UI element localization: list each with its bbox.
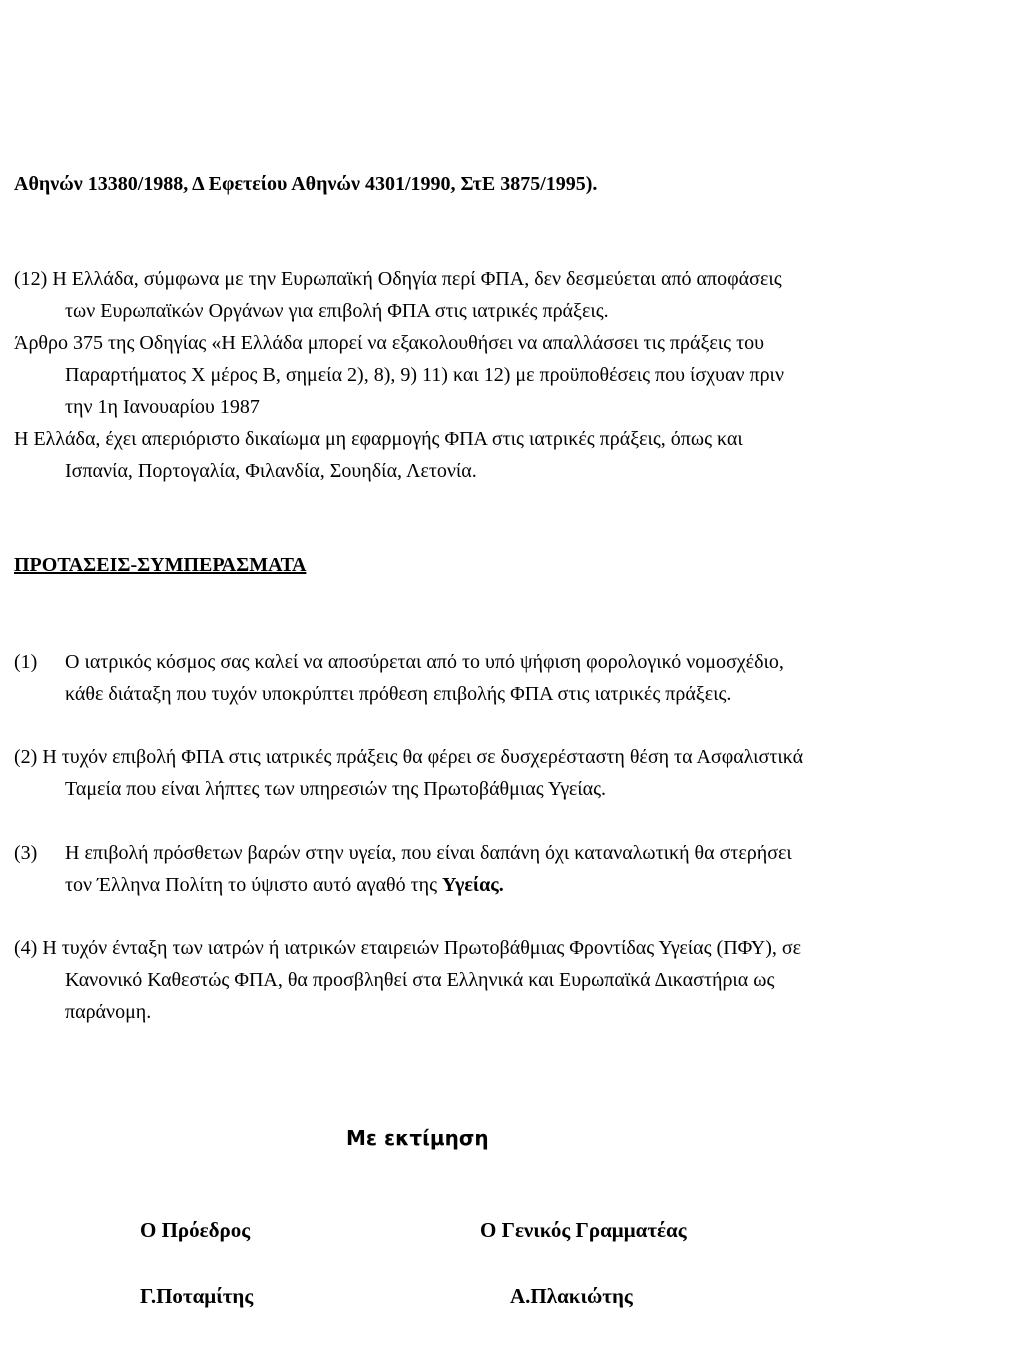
president-name: Γ.Ποταμίτης [140, 1284, 254, 1308]
section-12-line-2: των Ευρωπαϊκών Οργάνων για επιβολή ΦΠΑ στις ιατρικές πράξεις. [65, 300, 609, 322]
greece-right-line-1: Η Ελλάδα, έχει απεριόριστο δικαίωμα μη εφαρμογής ΦΠΑ στις ιατρικές πράξεις, όπως και [14, 428, 743, 450]
proposal-3-line-1: Η επιβολή πρόσθετων βαρών στην υγεία, που είναι δαπάνη όχι καταναλωτική θα στερήσει [65, 842, 792, 864]
secretary-title: Ο Γενικός Γραμματέας [480, 1218, 687, 1242]
closing-regards: Με εκτίμηση [346, 1126, 489, 1150]
section-12-line-1: (12) Η Ελλάδα, σύμφωνα με την Ευρωπαϊκή Οδηγία περί ΦΠΑ, δεν δεσμεύεται από αποφάσεις [14, 268, 782, 290]
proposal-1-number: (1) [14, 651, 38, 673]
greece-right-line-2: Ισπανία, Πορτογαλία, Φιλανδία, Σουηδία, Λετονία. [65, 460, 477, 482]
proposal-3-number: (3) [14, 842, 38, 864]
section-heading: ΠΡΟΤΑΣΕΙΣ-ΣΥΜΠΕΡΑΣΜΑΤΑ [14, 554, 307, 576]
proposal-1-line-1: Ο ιατρικός κόσμος σας καλεί να αποσύρεται από το υπό ψήφιση φορολογικό νομοσχέδιο, [65, 651, 784, 673]
proposal-4-line-1: (4) Η τυχόν ένταξη των ιατρών ή ιατρικών εταιρειών Πρωτοβάθμιας Φροντίδας Υγείας (ΠΦΥ), σε [14, 937, 802, 959]
article-375-line-3: την 1η Ιανουαρίου 1987 [65, 396, 260, 418]
proposal-3-health-emphasis: Υγείας. [442, 874, 504, 896]
proposal-4-line-2: Κανονικό Καθεστώς ΦΠΑ, θα προσβληθεί στα Ελληνικά και Ευρωπαϊκά Δικαστήρια ως [65, 969, 775, 991]
proposal-1-line-2: κάθε διάταξη που τυχόν υποκρύπτει πρόθεση επιβολής ΦΠΑ στις ιατρικές πράξεις. [65, 683, 732, 705]
proposal-4-line-3: παράνομη. [65, 1001, 152, 1023]
article-375-line-1: Άρθρο 375 της Οδηγίας «Η Ελλάδα μπορεί να εξακολουθήσει να απαλλάσσει τις πράξεις του [14, 332, 765, 354]
top-citation: Αθηνών 13380/1988, Δ Εφετείου Αθηνών 4301/1990, ΣτΕ 3875/1995). [14, 173, 598, 195]
proposal-3-line-2 [65, 869, 504, 901]
secretary-name: Α.Πλακιώτης [510, 1284, 633, 1308]
proposal-3-line-2-text: τον Έλληνα Πολίτη το ύψιστο αυτό αγαθό της [65, 874, 443, 896]
proposal-2-line-1: (2) Η τυχόν επιβολή ΦΠΑ στις ιατρικές πράξεις θα φέρει σε δυσχερέσταστη θέση τα Ασφαλιστικά [14, 746, 804, 768]
president-title: Ο Πρόεδρος [140, 1218, 251, 1242]
article-375-line-2: Παραρτήματος Χ μέρος Β, σημεία 2), 8), 9) 11) και 12) με προϋποθέσεις που ίσχυαν πριν [65, 364, 784, 386]
proposal-2-line-2: Ταμεία που είναι λήπτες των υπηρεσιών της Πρωτοβάθμιας Υγείας. [65, 778, 606, 800]
